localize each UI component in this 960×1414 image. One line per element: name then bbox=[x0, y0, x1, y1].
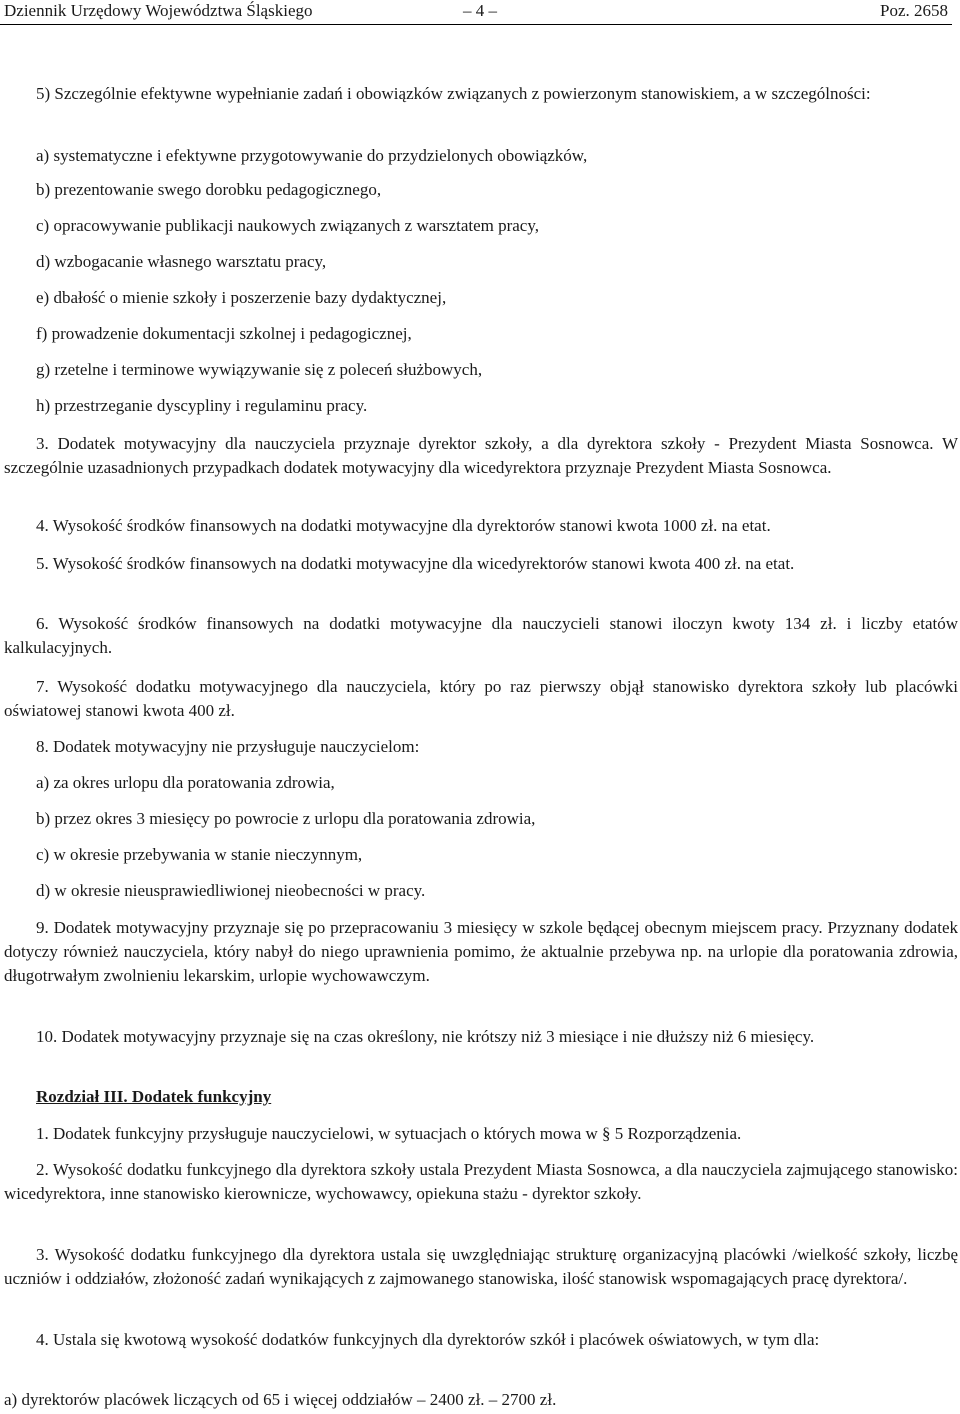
page-number: – 4 – bbox=[463, 1, 497, 20]
chapter-heading: Rozdział III. Dodatek funkcyjny bbox=[36, 1087, 272, 1106]
list-item: b) przez okres 3 miesięcy po powrocie z urlopu dla poratowania zdrowia, bbox=[36, 809, 536, 828]
list-item: g) rzetelne i terminowe wywiązywanie się z poleceń służbowych, bbox=[36, 360, 483, 379]
list-item: f) prowadzenie dokumentacji szkolnej i pedagogicznej, bbox=[36, 324, 412, 343]
section-3: 3. Dodatek motywacyjny dla nauczyciela przyznaje dyrektor szkoły, a dla dyrektora szkoły - Prezydent Miasta Sosnowca. W szczególnie uzasadnionych przypadkach dodatek motywacyjny dla wicedyrektora przyznaje Prezydent Miasta Sosnowca. bbox=[4, 434, 958, 477]
section-9: 9. Dodatek motywacyjny przyznaje się po przepracowaniu 3 miesięcy w szkole będącej obecnym miejscem pracy. Przyznany dodatek dotyczy również nauczyciela, który nabył do niego uprawnienia pomimo, że aktualnie przebywa np. na urlopie dla poratowania zdrowia, długotrwałym zwolnieniu lekarskim, urlopie wychowawczym. bbox=[4, 918, 958, 985]
list-item: a) za okres urlopu dla poratowania zdrowia, bbox=[36, 773, 335, 792]
list-item: e) dbałość o mienie szkoły i poszerzenie bazy dydaktycznej, bbox=[36, 288, 447, 307]
list-item: d) w okresie nieusprawiedliwionej nieobecności w pracy. bbox=[36, 881, 426, 900]
list-item: d) wzbogacanie własnego warsztatu pracy, bbox=[36, 252, 327, 271]
list-item: b) prezentowanie swego dorobku pedagogicznego, bbox=[36, 180, 382, 199]
section-4: 4. Wysokość środków finansowych na dodatki motywacyjne dla dyrektorów stanowi kwota 1000 zł. na etat. bbox=[36, 516, 771, 535]
section-8: 8. Dodatek motywacyjny nie przysługuje nauczycielom: bbox=[36, 737, 420, 756]
list-item: h) przestrzeganie dyscypliny i regulaminu pracy. bbox=[36, 396, 368, 415]
function-2: 2. Wysokość dodatku funkcyjnego dla dyrektora szkoły ustala Prezydent Miasta Sosnowca, a dla nauczyciela zajmującego stanowisko: wicedyrektora, inne stanowisko kierownicze, wychowawcy, opiekuna stażu - dyrektor szkoły. bbox=[4, 1160, 958, 1203]
section-5: 5. Wysokość środków finansowych na dodatki motywacyjne dla wicedyrektorów stanowi kwota 400 zł. na etat. bbox=[36, 554, 795, 573]
position-number: Poz. 2658 bbox=[880, 1, 948, 20]
section-10: 10. Dodatek motywacyjny przyznaje się na czas określony, nie krótszy niż 3 miesiące i nie dłuższy niż 6 miesięcy. bbox=[36, 1027, 815, 1046]
section-6: 6. Wysokość środków finansowych na dodatki motywacyjne dla nauczycieli stanowi iloczyn kwoty 134 zł. i liczby etatów kalkulacyjnych. bbox=[4, 614, 958, 657]
list-item: a) dyrektorów placówek liczących od 65 i więcej oddziałów – 2400 zł. – 2700 zł. bbox=[4, 1390, 557, 1409]
journal-title: Dziennik Urzędowy Województwa Śląskiego bbox=[4, 1, 313, 20]
function-4: 4. Ustala się kwotową wysokość dodatków funkcyjnych dla dyrektorów szkół i placówek oświatowych, w tym dla: bbox=[36, 1330, 820, 1349]
paragraph-5: 5) Szczególnie efektywne wypełnianie zadań i obowiązków związanych z powierzonym stanowiskiem, a w szczególności: bbox=[36, 84, 871, 103]
function-1: 1. Dodatek funkcyjny przysługuje nauczycielowi, w sytuacjach o których mowa w § 5 Rozporządzenia. bbox=[36, 1124, 742, 1143]
function-3: 3. Wysokość dodatku funkcyjnego dla dyrektora ustala się uwzględniając strukturę organizacyjną placówki /wielkość szkoły, liczbę uczniów i oddziałów, złożoność zadań wynikających z zajmowanego stanowiska, ilość stanowisk wspomagających pracę dyrektora/. bbox=[4, 1245, 958, 1288]
section-7: 7. Wysokość dodatku motywacyjnego dla nauczyciela, który po raz pierwszy objął stanowisko dyrektora szkoły lub placówki oświatowej stanowi kwota 400 zł. bbox=[4, 677, 958, 720]
list-item: c) w okresie przebywania w stanie nieczynnym, bbox=[36, 845, 363, 864]
page-header bbox=[0, 0, 952, 25]
list-item: c) opracowywanie publikacji naukowych związanych z warsztatem pracy, bbox=[36, 216, 540, 235]
list-item: a) systematyczne i efektywne przygotowywanie do przydzielonych obowiązków, bbox=[36, 146, 588, 165]
